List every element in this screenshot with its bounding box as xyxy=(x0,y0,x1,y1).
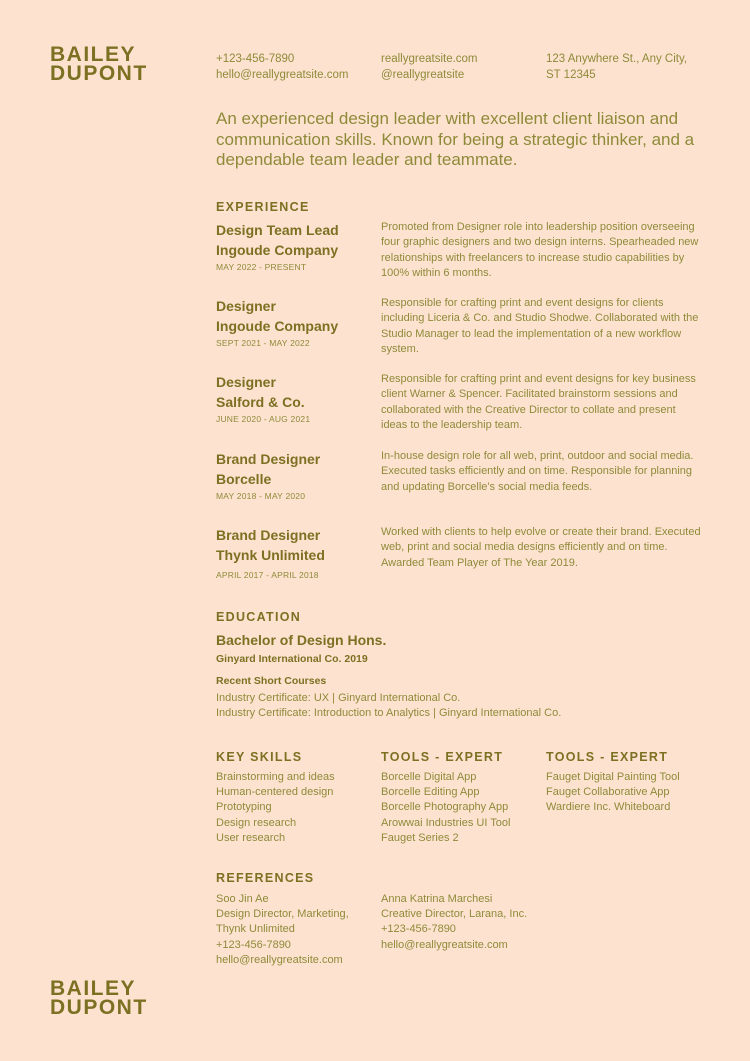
education-school: Ginyard International Co. 2019 xyxy=(216,653,368,665)
list-item: Borcelle Digital App xyxy=(381,771,477,783)
reference-name: Soo Jin Ae xyxy=(216,893,269,905)
contact-web xyxy=(381,51,478,83)
list-item: Human-centered design xyxy=(216,786,334,799)
summary: An experienced design leader with excellent client liaison and communication skills. Known for being a strategic thinker, and a dependable team leader and teammate. xyxy=(216,109,695,169)
reference-phone: +123-456-7890 xyxy=(381,923,456,936)
job-dates: MAY 2018 - MAY 2020 xyxy=(216,491,306,501)
job-company: Borcelle xyxy=(216,470,272,487)
name-header xyxy=(50,45,148,83)
tools-title: TOOLS - EXPERT xyxy=(546,750,669,764)
job-dates: MAY 2022 - PRESENT xyxy=(216,262,307,272)
name-last: DUPONT xyxy=(50,62,148,85)
job-company: Ingoude Company xyxy=(216,317,339,334)
list-item: Fauget Series 2 xyxy=(381,831,459,844)
list-item: Fauget Digital Painting Tool xyxy=(546,771,680,783)
skills-list xyxy=(216,770,335,846)
job-description: Responsible for crafting print and event designs for key business client Warner & Spencer. Facilitated brainstorm sessions and collaborated with the Creative Director to collate and present ideas to the leadership team. xyxy=(381,373,696,431)
job-description: Worked with clients to help evolve or create their brand. Executed web, print and social media designs efficiently and on time. Awarded Team Player of The Year 2019. xyxy=(381,526,701,569)
job-role: Design Team Lead xyxy=(216,222,339,238)
reference-email[interactable]: hello@reallygreatsite.com xyxy=(381,938,508,951)
courses-title: Recent Short Courses xyxy=(216,675,327,687)
list-item: Brainstorming and ideas xyxy=(216,771,335,783)
email[interactable]: hello@reallygreatsite.com xyxy=(216,69,349,81)
tools-list xyxy=(546,770,680,816)
references-title: REFERENCES xyxy=(216,871,315,885)
name-first: BAILEY xyxy=(50,43,137,66)
reference-email[interactable]: hello@reallygreatsite.com xyxy=(216,953,343,966)
list-item: Prototyping xyxy=(216,801,272,814)
job-role: Designer xyxy=(216,374,276,390)
list-item: Arowwai Industries UI Tool xyxy=(381,816,511,829)
skills-title: KEY SKILLS xyxy=(216,750,303,764)
address-line-2: ST 12345 xyxy=(546,69,596,81)
reference-entry xyxy=(216,892,349,968)
list-item: Borcelle Editing App xyxy=(381,786,480,799)
job-company: Ingoude Company xyxy=(216,241,339,258)
job-entry xyxy=(216,450,320,501)
job-description: Promoted from Designer role into leadership position overseeing four graphic designers and two design interns. Spearheaded new relationships with freelancers to increase studio capabilities by 100% within 6 months. xyxy=(381,221,699,279)
education-degree: Bachelor of Design Hons. xyxy=(216,632,387,648)
job-entry xyxy=(216,221,339,272)
reference-entry xyxy=(381,892,527,953)
experience-title: EXPERIENCE xyxy=(216,200,310,214)
job-role: Brand Designer xyxy=(216,527,321,543)
job-entry xyxy=(216,373,310,424)
list-item: Design research xyxy=(216,816,297,829)
reference-phone: +123-456-7890 xyxy=(216,938,291,951)
course-item: Industry Certificate: UX | Ginyard International Co. xyxy=(216,692,461,704)
job-description: Responsible for crafting print and event designs for clients including Liceria & Co. and Studio Shodwe. Collaborated with the Studio Manager to lead the implementation of a new workflow system. xyxy=(381,297,699,355)
address-line-1: 123 Anywhere St., Any City, xyxy=(546,53,688,65)
list-item: Borcelle Photography App xyxy=(381,801,509,814)
social-handle: @reallygreatsite xyxy=(381,69,465,81)
website[interactable]: reallygreatsite.com xyxy=(381,53,478,65)
reference-name: Anna Katrina Marchesi xyxy=(381,893,493,905)
job-role: Designer xyxy=(216,298,276,314)
phone: +123-456-7890 xyxy=(216,53,295,65)
list-item: User research xyxy=(216,831,286,844)
reference-title: Design Director, Marketing, xyxy=(216,908,349,921)
job-role: Brand Designer xyxy=(216,451,321,467)
job-company: Salford & Co. xyxy=(216,393,305,410)
reference-company: Thynk Unlimited xyxy=(216,923,295,936)
job-description: In-house design role for all web, print, outdoor and social media. Executed tasks efficiently and on time. Responsible for planning and updating Borcelle's social media feeds. xyxy=(381,450,694,493)
name-first: BAILEY xyxy=(50,977,137,1000)
job-entry xyxy=(216,526,325,580)
contact-address xyxy=(546,51,687,83)
job-dates: JUNE 2020 - AUG 2021 xyxy=(216,414,311,424)
job-entry xyxy=(216,297,338,348)
reference-title: Creative Director, Larana, Inc. xyxy=(381,908,528,921)
course-item: Industry Certificate: Introduction to Analytics | Ginyard International Co. xyxy=(216,707,562,719)
job-company: Thynk Unlimited xyxy=(216,546,325,563)
contact-phone-email xyxy=(216,51,348,83)
job-dates: SEPT 2021 - MAY 2022 xyxy=(216,338,310,348)
name-last: DUPONT xyxy=(50,996,148,1019)
name-footer xyxy=(50,979,148,1017)
list-item: Fauget Collaborative App xyxy=(546,786,670,799)
job-dates: APRIL 2017 - APRIL 2018 xyxy=(216,570,319,580)
tools-title: TOOLS - EXPERT xyxy=(381,750,504,764)
tools-list xyxy=(381,770,510,846)
education-title: EDUCATION xyxy=(216,610,302,624)
list-item: Wardiere Inc. Whiteboard xyxy=(546,801,671,814)
